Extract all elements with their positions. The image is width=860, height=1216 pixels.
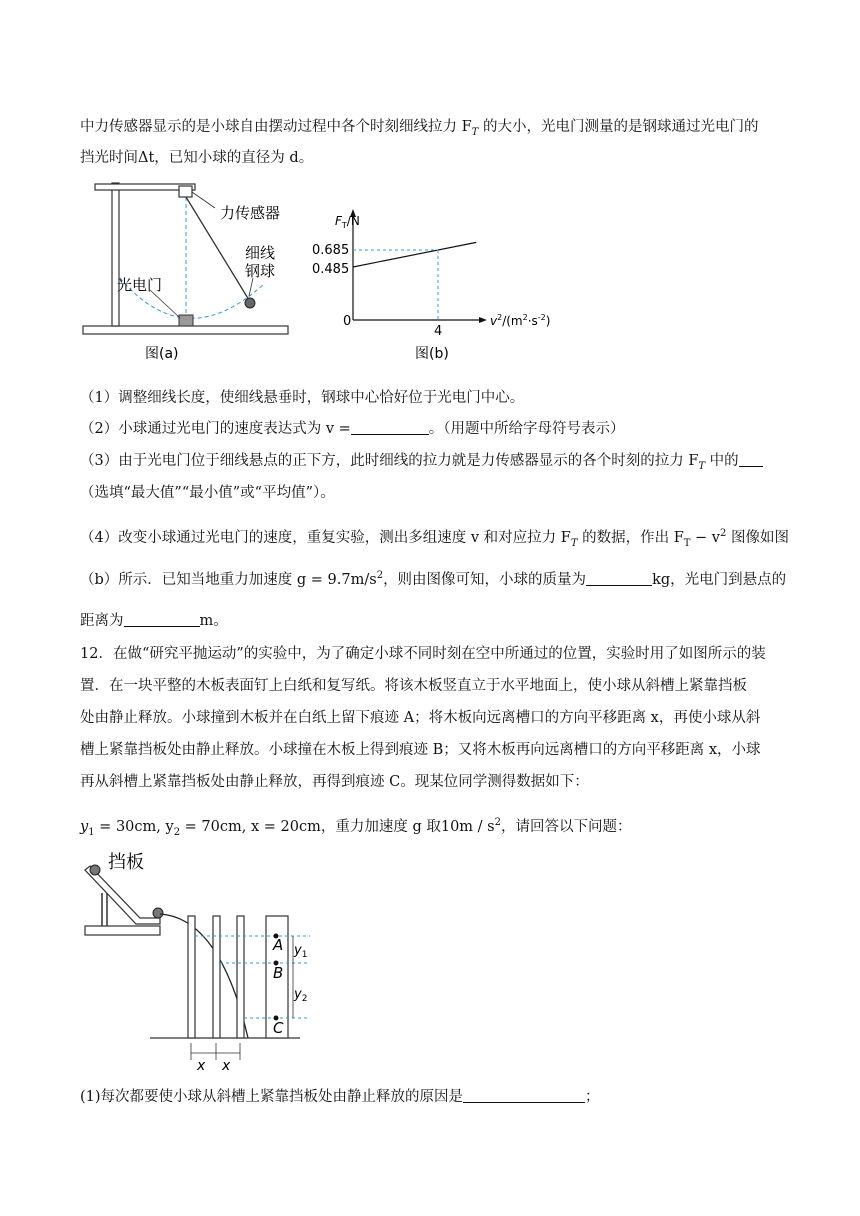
q11-part1: （1）调整细线长度，使细线悬垂时，钢球中心恰好位于光电门中心。 bbox=[80, 390, 525, 406]
caption-a: 图(a) bbox=[145, 346, 179, 362]
label-string: 细线 bbox=[245, 244, 276, 262]
q12-line3: 处由静止释放。小球撞到木板并在白纸上留下痕迹 A；将木板向远离槽口的方向平移距离 x，再使小球从斜 bbox=[80, 710, 761, 726]
q11-part4-cont: （b）所示．已知当地重力加速度 $g = 9.7m/s^2$，则由图像可知，小球的质量为 kg，光电门到悬点的 bbox=[80, 570, 787, 588]
photogate bbox=[179, 315, 193, 326]
q11-part4-end: 距离为 m。 bbox=[80, 613, 228, 629]
label-y1: $y_1$ bbox=[294, 943, 308, 960]
x-axis-label: $v^2/(m^2\cdot s^{-2})$ bbox=[490, 313, 551, 328]
intro-line-1: 中力传感器显示的是小球自由摆动过程中各个时刻细线拉力 $F_T$ 的大小，光电门测量的是钢球通过光电门的 bbox=[80, 119, 759, 138]
ball-on-chute bbox=[90, 865, 100, 875]
q11-part2: （2）小球通过光电门的速度表达式为 v = 。（用题中所给字母符号表示） bbox=[80, 421, 625, 437]
label-x2: x bbox=[222, 1058, 231, 1073]
ball-at-exit bbox=[153, 908, 163, 918]
figure-b-chart bbox=[305, 205, 575, 365]
answer-blank-reason[interactable] bbox=[463, 1088, 585, 1103]
origin-label: 0 bbox=[343, 314, 352, 329]
q12-data-line: $y_1 = 30cm$, $y_2 = 70cm$, x = 20cm，重力加速度 g 取$10m / s^2$，请回答以下问题： bbox=[80, 817, 632, 838]
answer-blank-mass[interactable] bbox=[586, 571, 652, 586]
q12-line2: 置．在一块平整的木板表面钉上白纸和复写纸。将该木板竖直立于水平地面上，使小球从斜槽上紧靠挡板 bbox=[80, 678, 747, 694]
chute-base bbox=[85, 926, 160, 935]
label-ball: 钢球 bbox=[245, 262, 276, 280]
label-x1: x bbox=[197, 1058, 206, 1073]
q12-line1: 12．在做“研究平抛运动”的实验中，为了确定小球不同时刻在空中所通过的位置，实验时用了如图所示的装 bbox=[80, 646, 766, 662]
intro-line-2: 挡光时间Δt，已知小球的直径为 d。 bbox=[80, 150, 314, 166]
figure-c-projectile bbox=[80, 848, 310, 1073]
series-line bbox=[353, 242, 476, 267]
base-plate bbox=[83, 326, 288, 334]
x-tick-label: 4 bbox=[434, 324, 443, 339]
q12-line5: 再从斜槽上紧靠挡板处由静止释放，再得到痕迹 C。现某位同学测得数据如下： bbox=[80, 774, 589, 790]
caption-b: 图(b) bbox=[415, 346, 449, 362]
y-axis-label: $F_T/N$ bbox=[335, 214, 360, 230]
y-tick-label-top: 0.685 bbox=[312, 243, 350, 258]
figure-a-pendulum bbox=[75, 178, 300, 363]
label-gate: 光电门 bbox=[117, 276, 163, 294]
mark-C: C bbox=[273, 1019, 284, 1037]
q11-part3: （3）由于光电门位于细线悬点的正下方，此时细线的拉力就是力传感器显示的各个时刻的拉力 $F_T$ 中的 bbox=[80, 449, 763, 472]
answer-blank-velocity[interactable] bbox=[351, 420, 429, 435]
label-y2: $y_2$ bbox=[294, 987, 308, 1004]
label-baffle: 挡板 bbox=[108, 852, 144, 873]
steel-ball bbox=[245, 298, 255, 308]
mark-B: B bbox=[273, 964, 284, 982]
label-sensor: 力传感器 bbox=[220, 204, 281, 222]
y-tick-label-bottom: 0.485 bbox=[312, 262, 350, 277]
q12-subquestion-1: (1)每次都要使小球从斜槽上紧靠挡板处由静止释放的原因是 ； bbox=[80, 1089, 600, 1105]
q11-part4: （4）改变小球通过光电门的速度，重复实验，测出多组速度 v 和对应拉力 $F_T$ 的数据，作出 $F_T - v^2$ 图像如图 bbox=[80, 528, 789, 549]
force-sensor bbox=[179, 186, 192, 197]
trajectory bbox=[160, 914, 248, 1038]
stand-post bbox=[112, 183, 119, 326]
answer-blank-distance[interactable] bbox=[124, 612, 200, 627]
mark-A: A bbox=[273, 936, 284, 954]
q12-line4: 槽上紧靠挡板处由静止释放。小球撞在木板上得到痕迹 B；又将木板再向远离槽口的方向平移距离 x，小球 bbox=[80, 742, 761, 758]
q11-part3-options: （选填“最大值”“最小值”或“平均值”）。 bbox=[80, 485, 335, 501]
answer-blank-tension[interactable] bbox=[739, 452, 763, 467]
